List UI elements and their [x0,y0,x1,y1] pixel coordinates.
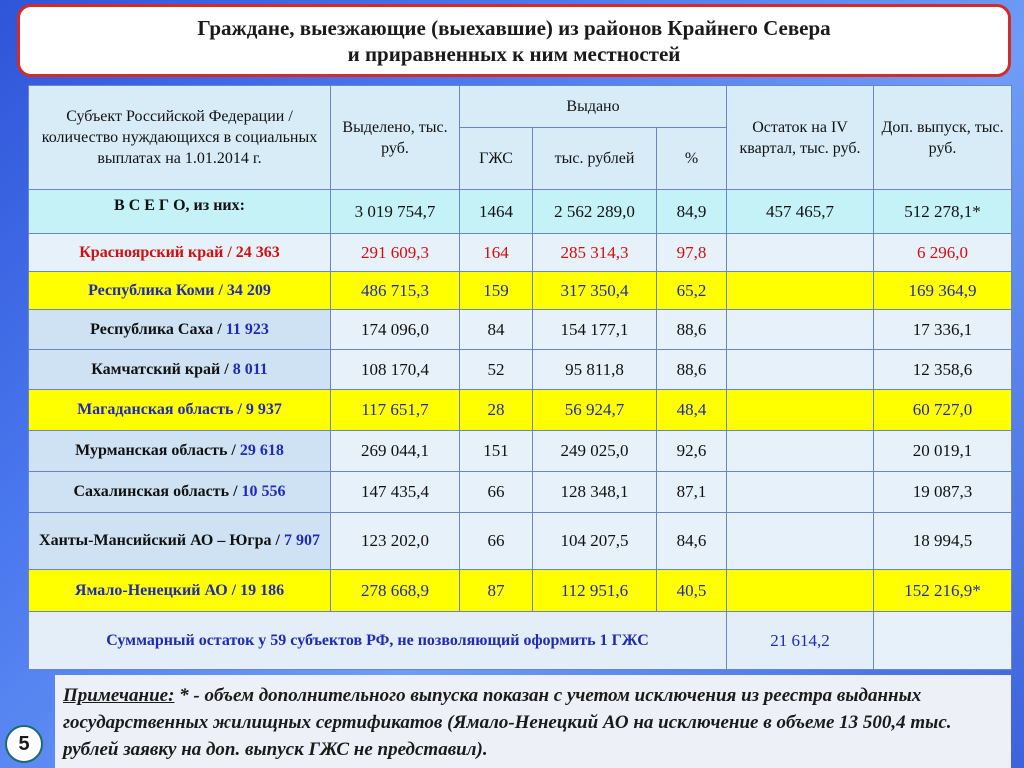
region-count: 8 011 [232,360,268,378]
header-extra: Доп. выпуск, тыс. руб. [874,86,1012,190]
payments-table [28,85,1012,670]
summary-row [29,612,1012,670]
extra-cell: 169 364,9 [874,272,1012,310]
total-remainder: 457 465,7 [727,190,874,234]
region-name [29,431,331,472]
extra-cell: 12 358,6 [874,350,1012,390]
table-row [29,350,1012,390]
table-row [29,513,1012,570]
sum-cell: 128 348,1 [533,472,657,513]
remainder-cell [727,431,874,472]
page-number-badge: 5 [5,725,43,763]
extra-cell: 6 296,0 [874,234,1012,272]
header-percent: % [657,128,727,190]
sum-cell: 95 811,8 [533,350,657,390]
table-row [29,431,1012,472]
region-name: Красноярский край / 24 363 [29,234,331,272]
title-line-1: Граждане, выезжающие (выехавшие) из районов Крайнего Севера [197,15,831,40]
region-title: Мурманская область / [75,442,240,459]
summary-value: 21 614,2 [727,612,874,670]
region-count: 10 556 [241,483,286,500]
region-name [29,513,331,570]
header-allocated: Выделено, тыс. руб. [331,86,460,190]
gzhs-cell: 84 [460,310,533,350]
footnote-text: * - объем дополнительного выпуска показан с учетом исключения из реестра выданных государственных жилищных сертификатов (Ямало-Ненецкий АО на исключение в объеме 13 500,4 тыс. рублей заявку на доп. выпуск ГЖС не представил). [63,685,952,760]
allocated-cell: 117 651,7 [331,390,460,431]
header-thousand-rub: тыс. рублей [533,128,657,190]
region-name [29,310,331,350]
region-count: 7 907 [283,532,320,549]
region-title: Камчатский край / [91,360,233,378]
summary-empty-cell [874,612,1012,670]
gzhs-cell: 28 [460,390,533,431]
total-sum: 2 562 289,0 [533,190,657,234]
sum-cell: 285 314,3 [533,234,657,272]
extra-cell: 17 336,1 [874,310,1012,350]
allocated-cell: 486 715,3 [331,272,460,310]
table-row [29,310,1012,350]
total-label: В С Е Г О, из них: [29,190,331,234]
total-percent: 84,9 [657,190,727,234]
extra-cell: 60 727,0 [874,390,1012,431]
remainder-cell [727,272,874,310]
region-name [29,350,331,390]
sum-cell: 249 025,0 [533,431,657,472]
percent-cell: 65,2 [657,272,727,310]
percent-cell: 87,1 [657,472,727,513]
remainder-cell [727,390,874,431]
region-title: Сахалинская область / [73,483,242,500]
region-name [29,472,331,513]
extra-cell: 152 216,9* [874,570,1012,612]
extra-cell: 20 019,1 [874,431,1012,472]
region-name: Магаданская область / 9 937 [29,390,331,431]
table-row [29,472,1012,513]
remainder-cell [727,472,874,513]
table-row [29,390,1012,431]
gzhs-cell: 164 [460,234,533,272]
percent-cell: 48,4 [657,390,727,431]
total-row [29,190,1012,234]
percent-cell: 97,8 [657,234,727,272]
table-row [29,234,1012,272]
region-name: Республика Коми / 34 209 [29,272,331,310]
sum-cell: 56 924,7 [533,390,657,431]
total-extra: 512 278,1* [874,190,1012,234]
gzhs-cell: 52 [460,350,533,390]
allocated-cell: 147 435,4 [331,472,460,513]
header-issued: Выдано [460,86,727,128]
percent-cell: 88,6 [657,350,727,390]
allocated-cell: 269 044,1 [331,431,460,472]
extra-cell: 18 994,5 [874,513,1012,570]
total-gzhs: 1464 [460,190,533,234]
title-line-2: и приравненных к ним местностей [347,41,681,66]
footnote [55,675,1011,768]
region-count: 11 923 [225,320,269,338]
header-remainder: Остаток на IV квартал, тыс. руб. [727,86,874,190]
header-gzhs: ГЖС [460,128,533,190]
sum-cell: 104 207,5 [533,513,657,570]
region-name: Ямало-Ненецкий АО / 19 186 [29,570,331,612]
allocated-cell: 108 170,4 [331,350,460,390]
allocated-cell: 291 609,3 [331,234,460,272]
slide-title [17,4,1011,77]
region-title: Республика Саха / [90,320,226,338]
gzhs-cell: 66 [460,513,533,570]
sum-cell: 154 177,1 [533,310,657,350]
remainder-cell [727,310,874,350]
table-row [29,272,1012,310]
header-subject: Субъект Российской Федерации / количество нуждающихся в социальных выплатах на 1.01.2014 г. [29,86,331,190]
remainder-cell [727,570,874,612]
allocated-cell: 174 096,0 [331,310,460,350]
gzhs-cell: 151 [460,431,533,472]
remainder-cell [727,513,874,570]
percent-cell: 88,6 [657,310,727,350]
summary-label: Суммарный остаток у 59 субъектов РФ, не позволяющий оформить 1 ГЖС [29,612,727,670]
remainder-cell [727,350,874,390]
region-title: Ханты-Мансийский АО – Югра / [39,532,284,549]
gzhs-cell: 87 [460,570,533,612]
gzhs-cell: 159 [460,272,533,310]
sum-cell: 112 951,6 [533,570,657,612]
allocated-cell: 123 202,0 [331,513,460,570]
percent-cell: 84,6 [657,513,727,570]
percent-cell: 92,6 [657,431,727,472]
extra-cell: 19 087,3 [874,472,1012,513]
sum-cell: 317 350,4 [533,272,657,310]
table-row [29,570,1012,612]
percent-cell: 40,5 [657,570,727,612]
allocated-cell: 278 668,9 [331,570,460,612]
region-count: 29 618 [239,442,284,459]
total-allocated: 3 019 754,7 [331,190,460,234]
footnote-label: Примечание: [63,685,175,706]
remainder-cell [727,234,874,272]
gzhs-cell: 66 [460,472,533,513]
